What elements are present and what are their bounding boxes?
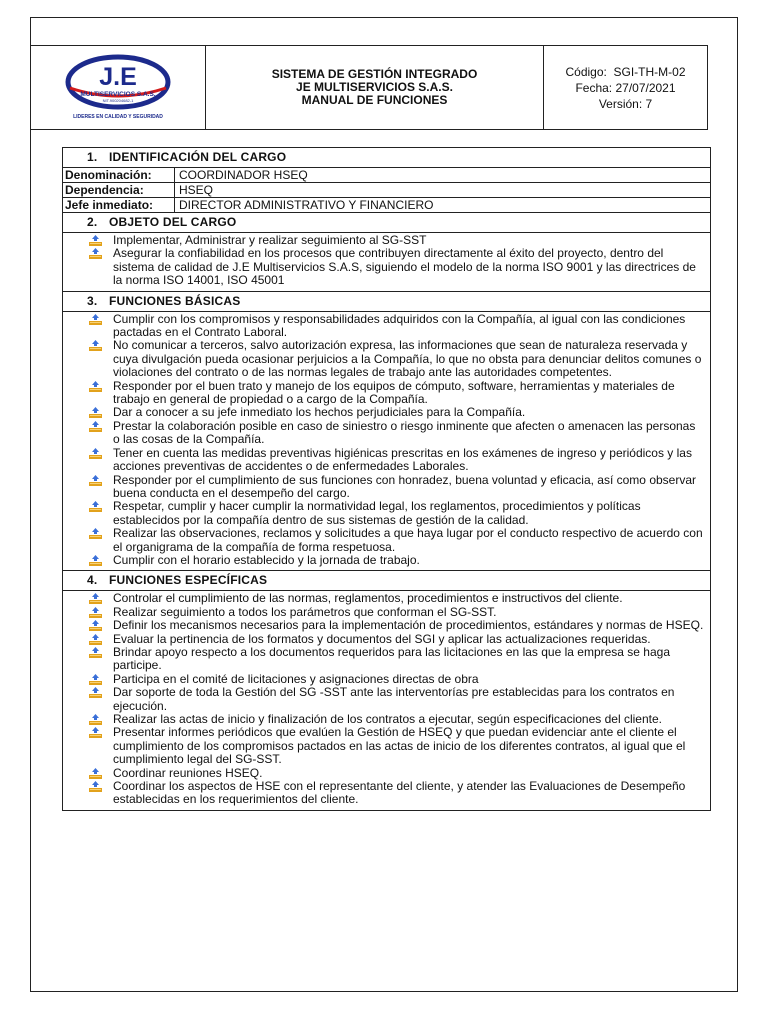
section-number: 2. [87,215,98,229]
bullet-arrow-icon [89,687,102,698]
specific-functions-list [89,592,704,807]
list-item [89,780,704,807]
bullet-arrow-icon [89,781,102,792]
list-item-text: Evaluar la pertinencia de los formatos y documentos del SGI y aplicar las actualizaciones requeridas. [113,631,651,646]
bullet-arrow-icon [89,340,102,351]
list-item [89,592,704,605]
field-value: DIRECTOR ADMINISTRATIVO Y FINANCIERO [175,198,711,213]
list-item-text: Respetar, cumplir y hacer cumplir la normatividad legal, los reglamentos, procedimientos y políticas establecidos por la compañía dentro de sus sistemas de gestión de la calidad. [113,499,641,527]
logo-brand: J.E [99,62,137,91]
list-item [89,380,704,407]
bullet-arrow-icon [89,407,102,418]
section-number: 1. [87,150,98,164]
document-title-cell [206,46,544,129]
section-body-objective [63,233,711,292]
field-row [63,198,711,213]
section-number: 3. [87,293,98,308]
bullet-arrow-icon [89,381,102,392]
list-item-text: Responder por el buen trato y manejo de los equipos de cómputo, software, herramientas y materiales de trabajo en general de propiedad o a cargo de la Compañía. [113,378,675,407]
list-item-text: Asegurar la confiabilidad en los procesos que contribuyen directamente al éxito del proyecto, dentro del sistema de calidad de J.E Multiservicios S.A.S, siguiendo el modelo de la norma ISO 9001 y las directrices de la norma ISO 14001, ISO 45001 [113,246,696,288]
list-item [89,554,704,567]
list-item-text: Dar soporte de toda la Gestión del SG -SST ante las interventorías pre establecidas para los contratos en ejecución. [113,685,675,713]
bullet-arrow-icon [89,235,102,246]
logo-nit: NIT.900204682-1 [102,97,134,103]
bullet-arrow-icon [89,727,102,738]
list-item [89,646,704,673]
list-item-text: Realizar seguimiento a todos los parámetros que conforman el SG-SST. [113,604,497,619]
list-item [89,606,704,619]
bullet-arrow-icon [89,768,102,779]
list-item [89,447,704,474]
list-item-text: Participa en el comité de licitaciones y asignaciones directas de obra [113,671,479,686]
list-item-text: Prestar la colaboración posible en caso de siniestro o riesgo inminente que afecten o amenacen las personas o las cosas de la Compañía. [113,418,696,447]
list-item-text: No comunicar a terceros, salvo autorización expresa, las informaciones que sean de naturaleza reservada y cuya divulgación pueda ocasionar perjuicios a la Compañía, lo que no obsta para denunciar delitos comunes o violaciones del contrato o de las normas legales de trabajo ante las autoridades competentes. [113,338,702,380]
logo-slogan: LIDERES EN CALIDAD Y SEGURIDAD [73,113,163,120]
section-body-specific [63,591,711,811]
basic-functions-list [89,313,704,568]
list-item-text: Controlar el cumplimiento de las normas, reglamentos, procedimientos e instructivos del cliente. [113,591,623,606]
bullet-arrow-icon [89,620,102,631]
bullet-arrow-icon [89,593,102,604]
list-item-text: Brindar apoyo respecto a los documentos requeridos para las licitaciones en las que la empresa se haga participe. [113,644,670,673]
bullet-arrow-icon [89,448,102,459]
bullet-arrow-icon [89,634,102,645]
section-title: FUNCIONES BÁSICAS [109,293,241,308]
title-line: SISTEMA DE GESTIÓN INTEGRADO [271,67,478,81]
field-value: HSEQ [175,183,711,198]
job-description-table [62,147,711,811]
list-item [89,633,704,646]
document-date: Fecha: 27/07/2021 [575,80,676,95]
list-item [89,686,704,713]
title-line: MANUAL DE FUNCIONES [301,93,448,107]
list-item [89,767,704,780]
list-item-text: Implementar, Administrar y realizar seguimiento al SG-SST [113,233,427,247]
section-body-basic [63,311,711,571]
bullet-arrow-icon [89,647,102,658]
list-item-text: Realizar las actas de inicio y finalización de los contratos a ejecutar, según especificaciones del cliente. [113,712,662,726]
document-version: Versión: 7 [598,96,653,111]
field-label: Denominación: [63,168,175,183]
bullet-arrow-icon [89,475,102,486]
section-header-specific [63,571,711,591]
list-item [89,420,704,447]
list-item [89,527,704,554]
list-item-text: Tener en cuenta las medidas preventivas higiénicas prescritas en los exámenes de ingreso y periódicos y las acciones preventivas de accidentes o de enfermedades Laborales. [113,445,692,474]
field-label: Jefe inmediato: [63,198,175,213]
company-logo-cell [31,46,206,129]
document-code-cell [544,46,707,129]
list-item-text: Coordinar reuniones HSEQ. [113,765,263,780]
field-label: Dependencia: [63,183,175,198]
bullet-arrow-icon [89,528,102,539]
list-item [89,726,704,766]
document-header [30,45,708,130]
list-item [89,673,704,686]
logo-company: MULTISERVICIOS S.A.S. [80,90,156,98]
bullet-arrow-icon [89,607,102,618]
list-item-text: Presentar informes periódicos que evalúen la Gestión de HSEQ y que puedan evidenciar ante el cliente el cumplimiento de los compromisos pactados en las actas de inicio de los diferentes contratos, al igual que el cumplimiento legal del SG-SST. [113,725,686,767]
list-item [89,500,704,527]
title-line: JE MULTISERVICIOS S.A.S. [296,80,453,94]
list-item-text: Responder por el cumplimiento de sus funciones con honradez, buena voluntad y eficacia, así como observar buena conducta en el desempeño del cargo. [113,472,697,500]
bullet-arrow-icon [89,674,102,685]
field-row [63,183,711,198]
bullet-arrow-icon [89,555,102,566]
bullet-arrow-icon [89,248,102,259]
list-item-text: Dar a conocer a su jefe inmediato los hechos perjudiciales para la Compañía. [113,405,526,420]
section-header-basic [63,291,711,311]
list-item [89,234,704,247]
document-code: Código: SGI-TH-M-02 [565,64,686,79]
bullet-arrow-icon [89,314,102,325]
bullet-arrow-icon [89,421,102,432]
list-item [89,339,704,379]
field-row [63,168,711,183]
company-logo [53,54,183,122]
list-item-text: Coordinar los aspectos de HSE con el representante del cliente, y atender las Evaluaciones de Desempeño establecidas en los requerimientos del cliente. [113,779,686,807]
section-number: 4. [87,573,98,588]
section-header-objective [63,213,711,233]
list-item-text: Cumplir con los compromisos y responsabilidades adquiridos con la Compañía, al igual con las condiciones pactadas en el Contrato Laboral. [113,311,686,340]
list-item-text: Definir los mecanismos necesarios para la implementación de procedimientos, estándares y normas de HSEQ. [113,618,704,633]
list-item [89,619,704,632]
objective-list [89,234,704,288]
list-item [89,713,704,726]
section-header-identification [63,148,711,168]
section-title: IDENTIFICACIÓN DEL CARGO [109,150,287,164]
bullet-arrow-icon [89,501,102,512]
list-item-text: Realizar las observaciones, reclamos y solicitudes a que haya lugar por el conducto respectivo de acuerdo con el organigrama de la compañía de forma respetuosa. [113,526,703,554]
list-item-text: Cumplir con el horario establecido y la jornada de trabajo. [113,552,420,567]
list-item [89,313,704,340]
list-item [89,474,704,501]
list-item [89,406,704,419]
section-title: FUNCIONES ESPECÍFICAS [109,573,268,588]
bullet-arrow-icon [89,714,102,725]
list-item [89,247,704,287]
section-title: OBJETO DEL CARGO [109,215,237,229]
field-value: COORDINADOR HSEQ [175,168,711,183]
